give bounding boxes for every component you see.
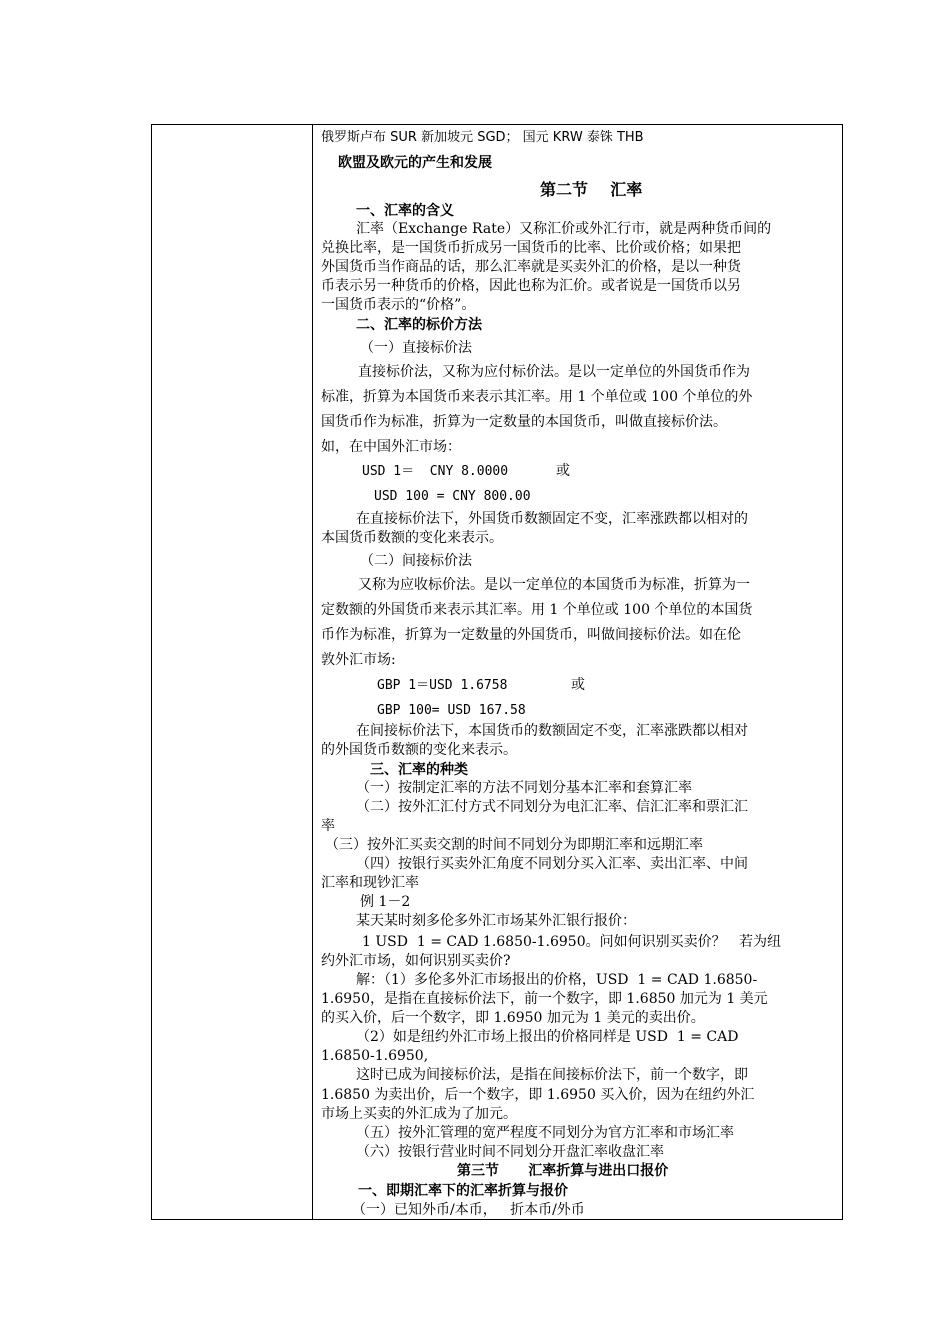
example-question-3: 约外汇市场，如何识别买卖价?: [321, 953, 511, 969]
para4-line4: 敦外汇市场:: [321, 652, 396, 668]
para1-line2: 兑换比率，是一国货币折成另一国货币的比率、比价或价格；如果把: [321, 240, 741, 256]
heading-quotation-methods: 二、汇率的标价方法: [356, 317, 482, 333]
example-label: 例 1－2: [360, 894, 411, 910]
para1-line5: 一国货币表示的“价格”。: [321, 297, 476, 313]
answer-line5: 1.6850-1.6950,: [321, 1048, 429, 1064]
example-direct-100: USD 100 = CNY 800.00: [374, 489, 531, 504]
answer-line4: （2）如是纽约外汇市场上报出的价格同样是 USD 1 = CAD: [356, 1029, 739, 1045]
eu-heading: 欧盟及欧元的产生和发展: [338, 155, 492, 171]
para5-line1: 在间接标价法下，本国货币的数额固定不变，汇率涨跌都以相对: [356, 723, 748, 739]
para1-line3: 外国货币当作商品的话，那么汇率就是买卖外汇的价格，是以一种货: [321, 259, 741, 275]
example-question-1: 某天某时刻多伦多外汇市场某外汇银行报价：: [356, 913, 636, 929]
section3-title: 第三节 汇率折算与进出口报价: [457, 1163, 669, 1179]
para2-line1: 直接标价法，又称为应付标价法。是以一定单位的外国货币作为: [358, 364, 750, 380]
rate-type-6: （六）按银行营业时间不同划分开盘汇率收盘汇率: [356, 1144, 664, 1160]
para2-line2: 标准，折算为本国货币来表示其汇率。用 1 个单位或 100 个单位的外: [321, 389, 753, 405]
rate-type-1: （一）按制定汇率的方法不同划分基本汇率和套算汇率: [356, 780, 692, 796]
answer-line1: 解：（1）多伦多外汇市场报出的价格，USD 1 = CAD 1.6850-: [356, 972, 758, 988]
answer-line2: 1.6950，是指在直接标价法下，前一个数字，即 1.6850 加元为 1 美元: [321, 991, 768, 1007]
answer-line3: 的买入价，后一个数字，即 1.6950 加元为 1 美元的卖出价。: [321, 1010, 705, 1026]
example-direct-or: 或: [556, 463, 570, 479]
heading-spot-rate-conversion: 一、即期汇率下的汇率折算与报价: [358, 1183, 568, 1199]
para4-line1: 又称为应收标价法。是以一定单位的本国货币为标准，折算为一: [358, 577, 750, 593]
para2-line3: 国货币作为标准，折算为一定数量的本国货币，叫做直接标价法。: [321, 414, 727, 430]
example-direct-1: USD 1＝ CNY 8.0000: [362, 464, 509, 479]
rate-type-2: （二）按外汇汇付方式不同划分为电汇汇率、信汇汇率和票汇汇: [356, 799, 748, 815]
sub-indirect-quotation: （二）间接标价法: [360, 553, 472, 569]
example-indirect-1: GBP 1＝USD 1.6758: [377, 678, 508, 693]
para2-line4: 如，在中国外汇市场：: [321, 439, 461, 455]
para4-line2: 定数额的外国货币来表示其汇率。用 1 个单位或 100 个单位的本国货: [321, 602, 753, 618]
para1-line4: 币表示另一种货币的价格，因此也称为汇价。或者说是一国货币以另: [321, 278, 741, 294]
section2-title: 第二节 汇率: [540, 180, 643, 199]
example-indirect-100: GBP 100= USD 167.58: [377, 703, 526, 718]
currency-codes-line: 俄罗斯卢布 SUR 新加坡元 SGD； 国元 KRW 泰铢 THB: [321, 130, 644, 145]
heading-rate-types: 三、汇率的种类: [370, 762, 468, 778]
para5-line2: 的外国货币数额的变化来表示。: [321, 742, 517, 758]
rate-type-4: （四）按银行买卖外汇角度不同划分买入汇率、卖出汇率、中间: [356, 856, 748, 872]
answer-line6: 这时已成为间接标价法，是指在间接标价法下，前一个数字，即: [356, 1067, 748, 1083]
heading-exchange-rate-meaning: 一、汇率的含义: [356, 203, 454, 219]
para1-line1: 汇率（Exchange Rate）又称汇价或外汇行市，就是两种货币间的: [356, 221, 772, 237]
rate-type-5: （五）按外汇管理的宽严程度不同划分为官方汇率和市场汇率: [356, 1125, 734, 1141]
para4-line3: 币作为标准，折算为一定数量的外国货币，叫做间接标价法。如在伦: [321, 627, 741, 643]
rate-type-3: （三）按外汇买卖交割的时间不同划分为即期汇率和远期汇率: [325, 837, 703, 853]
example-indirect-or: 或: [571, 677, 585, 693]
sub-direct-quotation: （一）直接标价法: [360, 340, 472, 356]
rate-type-2-cont: 率: [321, 818, 335, 834]
example-question-2: 1 USD 1 = CAD 1.6850-1.6950。问如何识别买卖价？ 若为纽: [362, 934, 781, 950]
table-column-divider: [312, 124, 313, 1220]
sub-known-foreign-home: （一）已知外币/本币， 折本币/外币: [352, 1202, 585, 1218]
para3-line2: 本国货币数额的变化来表示。: [321, 530, 503, 546]
rate-type-4-cont: 汇率和现钞汇率: [321, 875, 419, 891]
answer-line7: 1.6850 为卖出价，后一个数字，即 1.6950 买入价，因为在纽约外汇: [321, 1087, 755, 1103]
para3-line1: 在直接标价法下，外国货币数额固定不变，汇率涨跌都以相对的: [356, 511, 748, 527]
answer-line8: 市场上买卖的外汇成为了加元。: [321, 1106, 517, 1122]
